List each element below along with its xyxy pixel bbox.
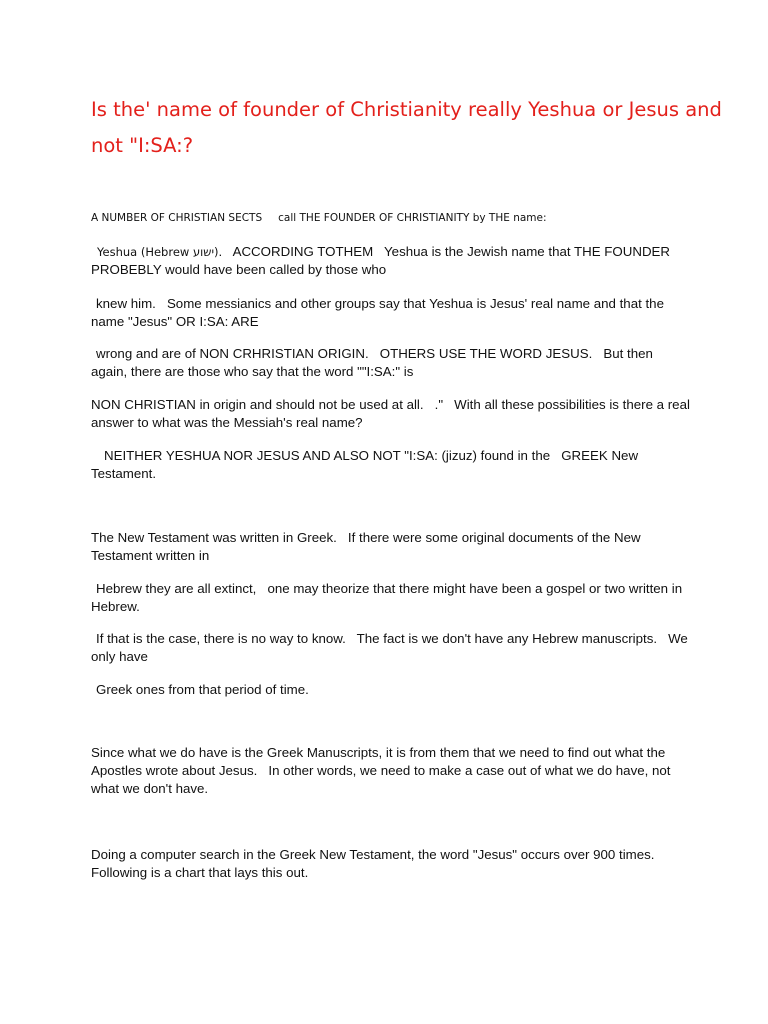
- paragraph-7: Hebrew they are all extinct, one may theorize that there might have been a gospel or two written in Hebrew.: [91, 581, 686, 614]
- paragraph-1-lead: Yeshua (Hebrew ישוע): [97, 245, 219, 259]
- paragraph-2: knew him. Some messianics and other groups say that Yeshua is Jesus' real name and that the name "Jesus" OR I:SA: ARE: [91, 296, 668, 329]
- paragraph-4: NON CHRISTIAN in origin and should not be used at all. ." With all these possibilities is there a real answer to what was the Messiah's real name?: [91, 397, 694, 430]
- subheading-part-1: A NUMBER OF CHRISTIAN SECTS: [91, 212, 263, 224]
- subheading-part-2: call THE FOUNDER OF CHRISTIANITY by THE name:: [278, 212, 547, 224]
- paragraph-3: wrong and are of NON CRHRISTIAN ORIGIN. OTHERS USE THE WORD JESUS. But then again, there are those who say that the word ""I:SA:" is: [91, 346, 657, 379]
- paragraph-8: If that is the case, there is no way to know. The fact is we don't have any Hebrew manuscripts. We only have: [91, 631, 692, 664]
- paragraph-6: The New Testament was written in Greek. If there were some original documents of the New Testament written in: [91, 530, 645, 563]
- paragraph-1-text: . ACCORDING TOTHEM Yeshua is the Jewish name that THE FOUNDER PROBEBLY would have been called by those who: [91, 244, 674, 277]
- paragraph-10: Since what we do have is the Greek Manuscripts, it is from them that we need to find out what the Apostles wrote about Jesus. In other words, we need to make a case out of what we do have, not what we don't have.: [91, 745, 675, 796]
- subheading: [91, 211, 547, 225]
- paragraph-5: NEITHER YESHUA NOR JESUS AND ALSO NOT "I:SA: (jizuz) found in the GREEK New Testament.: [91, 448, 642, 481]
- paragraph-9: Greek ones from that period of time.: [96, 682, 309, 697]
- document-title: Is the' name of founder of Christianity really Yeshua or Jesus and not "I:SA:?: [91, 98, 722, 157]
- paragraph-1: [91, 243, 691, 279]
- paragraph-11: Doing a computer search in the Greek New Testament, the word "Jesus" occurs over 900 times. Following is a chart that lays this out.: [91, 847, 659, 880]
